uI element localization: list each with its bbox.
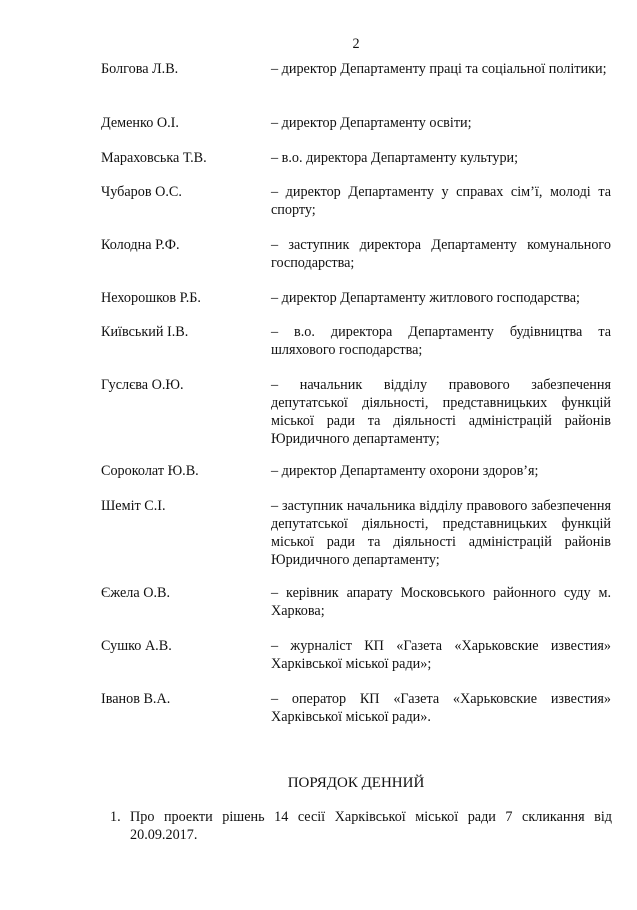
attendee-role: – журналіст КП «Газета «Харьковские известия» Харківської міської ради»; [271, 638, 611, 672]
attendee-role: – заступник директора Департаменту комунального господарства; [271, 237, 611, 271]
attendee-role: – начальник відділу правового забезпечення депутатської діяльності, представницьких функцій міської ради та діяльності адміністрацій районів Юридичного департаменту; [271, 377, 611, 447]
attendee-name: Сушко А.В. [101, 638, 172, 654]
agenda-item-text: Про проекти рішень 14 сесії Харківської міської ради 7 скликання від 20.09.2017. [130, 809, 612, 843]
attendee-role: – директор Департаменту у справах сім’ї, молоді та спорту; [271, 184, 611, 218]
attendee-name: Київський І.В. [101, 324, 189, 340]
attendee-role: – керівник апарату Московського районного суду м. Харкова; [271, 585, 611, 619]
page-number: 2 [352, 36, 360, 52]
attendee-name: Сороколат Ю.В. [101, 463, 199, 479]
attendee-name: Мараховська Т.В. [101, 150, 207, 166]
attendee-name: Нехорошков Р.Б. [101, 290, 201, 306]
attendee-name: Іванов В.А. [101, 691, 171, 707]
attendee-name: Гуслєва О.Ю. [101, 377, 184, 393]
attendee-role: – директор Департаменту охорони здоров’я; [271, 463, 539, 479]
attendee-role: – заступник начальника відділу правового забезпечення депутатської діяльності, представницьких функцій міської ради та діяльності адміністрацій районів Юридичного департаменту; [271, 498, 611, 568]
attendee-name: Єжела О.В. [101, 585, 171, 601]
agenda-heading: ПОРЯДОК ДЕННИЙ [287, 775, 425, 791]
attendee-name: Болгова Л.В. [101, 61, 179, 77]
attendee-name: Деменко О.І. [101, 115, 179, 131]
attendee-name: Колодна Р.Ф. [101, 237, 180, 253]
attendee-role: – директор Департаменту освіти; [271, 115, 472, 131]
agenda-item-number: 1. [110, 809, 121, 825]
attendee-role: – директор Департаменту житлового господарства; [271, 290, 580, 306]
attendee-name: Шеміт С.І. [101, 498, 166, 514]
attendee-role: – оператор КП «Газета «Харьковские известия» Харківської міської ради». [271, 691, 611, 725]
attendee-role: – директор Департаменту праці та соціальної політики; [271, 61, 607, 77]
attendee-role: – в.о. директора Департаменту культури; [271, 150, 519, 166]
attendee-role: – в.о. директора Департаменту будівництва та шляхового господарства; [271, 324, 611, 358]
attendee-name: Чубаров О.С. [101, 184, 182, 200]
